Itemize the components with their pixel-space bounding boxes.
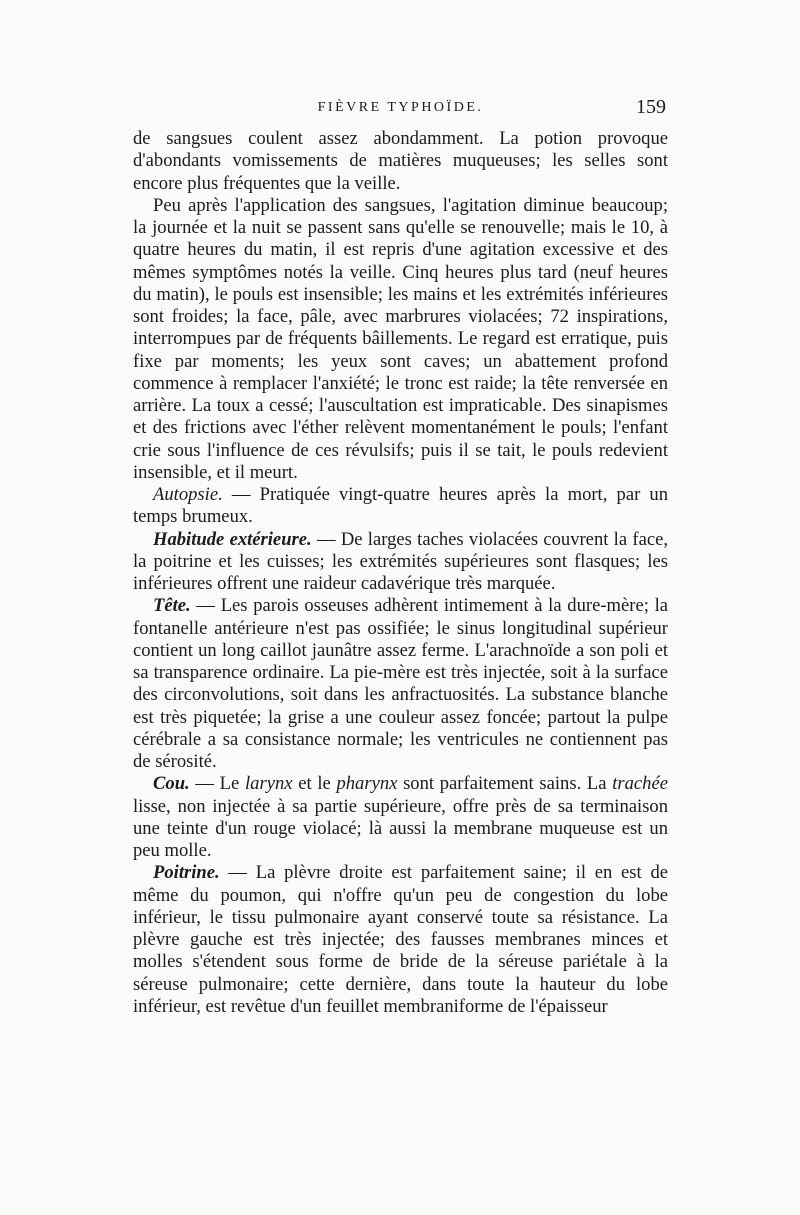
paragraph-text: lisse, non injectée à sa partie supérieure, offre près de sa terminaison une teinte d'un rouge violacé; là aussi la membrane muqueuse est un peu molle. [133,795,668,861]
paragraph-continuation [133,128,668,195]
paragraph-text: — Le [189,773,245,795]
term-trachee: trachée [612,773,668,795]
paragraph-poitrine [133,862,668,1018]
section-heading-cou: Cou. [153,773,190,795]
section-heading-autopsie: Autopsie. [153,484,223,505]
paragraph-agitation [133,195,668,484]
paragraph-text: de sangsues coulent assez abondamment. La potion provoque d'abondants vomissements de matières muqueuses; les selles sont encore plus fréquentes que la veille. [133,128,668,194]
page-header [133,96,668,126]
paragraph-text: — Les parois osseuses adhèrent intimement à la dure-mère; la fontanelle antérieure n'est pas ossifiée; le sinus longitudinal supérieur contient un long caillot jaunâtre assez ferme. L'arachnoïde a son poli et sa transparence ordinaire. La pie-mère est très injectée, soit à la surface des circonvolutions, soit dans les anfractuosités. La substance blanche est très piquetée; la grise a une couleur assez foncée; partout la pulpe cérébrale a sa consistance normale; les ventricules ne contiennent pas de sérosité. [133,595,668,772]
paragraph-text: Peu après l'application des sangsues, l'agitation diminue beaucoup; la journée et la nuit se passent sans qu'elle se renouvelle; mais le 10, à quatre heures du matin, il est repris d'une agitation excessive et des mêmes symptômes notés la veille. Cinq heures plus tard (neuf heures du matin), le pouls est insensible; les mains et les extrémités inférieures sont froides; la face, pâle, avec marbrures violacées; 72 inspirations, interrompues par de fréquents bâillements. Le regard est erratique, puis fixe par moments; les yeux sont caves; un abattement profond commence à remplacer l'anxiété; le tronc est raide; la tête renversée en arrière. La toux a cessé; l'auscultation est impraticable. Des sinapismes et des frictions avec l'éther relèvent momentanément le pouls; l'enfant crie sous l'influence de ces révulsifs; puis il se tait, le pouls redevient insensible, et il meurt. [133,194,668,483]
section-heading-habitude: Habitude extérieure. [153,528,312,550]
paragraph-text: sont parfaitement sains. La [397,773,613,795]
paragraph-tete [133,595,668,773]
running-head: FIÈVRE TYPHOÏDE. [317,100,484,115]
paragraph-text: et le [292,773,337,795]
paragraph-text: — La plèvre droite est parfaitement saine; il en est de même du poumon, qui n'offre qu'un peu de congestion du lobe inférieur, le tissu pulmonaire ayant conservé toute sa résistance. La plèvre gauche est très injectée; des fausses membranes minces et molles s'étendent sous forme de bride de la séreuse pariétale à la séreuse pulmonaire; cette dernière, dans toute la hauteur du lobe inférieur, est revêtue d'un feuillet membraniforme de l'épaisseur [133,862,668,1017]
section-heading-tete: Tête. [153,595,191,617]
body-text [133,128,668,1018]
paragraph-text: — De larges taches violacées couvrent la face, la poitrine et les cuisses; les extrémités supérieures sont flasques; les inférieures offrent une raideur cadavérique très marquée. [133,528,668,594]
paragraph-cou [133,773,668,862]
section-heading-poitrine: Poitrine. [153,862,220,884]
paragraph-text: — Pratiquée vingt-quatre heures après la mort, par un temps brumeux. [133,484,668,528]
term-larynx: larynx [245,773,293,795]
page-number: 159 [636,96,666,118]
term-pharynx: pharynx [336,773,398,795]
paragraph-habitude [133,529,668,596]
paragraph-autopsie [133,484,668,529]
